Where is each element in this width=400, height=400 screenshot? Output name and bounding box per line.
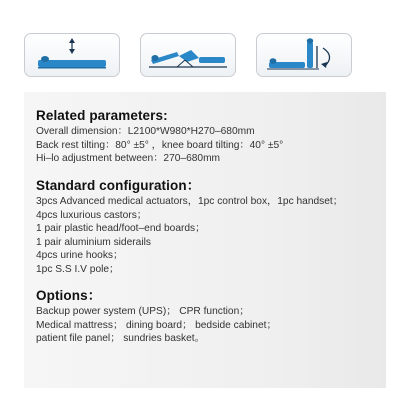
bed-sit-up-icon: [256, 33, 352, 77]
option-line: patient file panel； sundries basket。: [36, 333, 205, 344]
related-parameters-section: [36, 108, 382, 166]
config-line: 4pcs luxurious castors；: [36, 209, 147, 221]
standard-configuration-title: Standard configuration：: [36, 178, 201, 193]
bed-height-adjust-icon: [24, 33, 120, 77]
config-line: 1pc S.S I.V pole；: [36, 263, 120, 275]
param-line: Back rest tilting：80° ±5° ，knee board tilting：40° ±5°: [36, 139, 284, 151]
option-line: Medical mattress； dining board； bedside cabinet；: [36, 319, 277, 331]
param-line: Overall dimension：L2100*W980*H270–680mm: [36, 126, 255, 137]
param-line: Hi–lo adjustment between：270–680mm: [36, 153, 221, 164]
standard-configuration-section: [36, 178, 382, 276]
config-line: 1 pair aluminium siderails: [36, 236, 151, 248]
bed-backrest-knee-tilt-icon: [140, 33, 236, 77]
spec-panel: [24, 92, 386, 388]
options-section: [36, 288, 382, 346]
options-title: Options：: [36, 288, 102, 303]
config-line: 1 pair plastic head/foot–end boards；: [36, 223, 206, 234]
related-parameters-title: Related parameters:: [36, 108, 168, 123]
config-line: 3pcs Advanced medical actuators，1pc control box，1pc handset；: [36, 196, 343, 207]
config-line: 4pcs urine hooks；: [36, 250, 124, 261]
option-line: Backup power system (UPS)； CPR function；: [36, 306, 250, 317]
